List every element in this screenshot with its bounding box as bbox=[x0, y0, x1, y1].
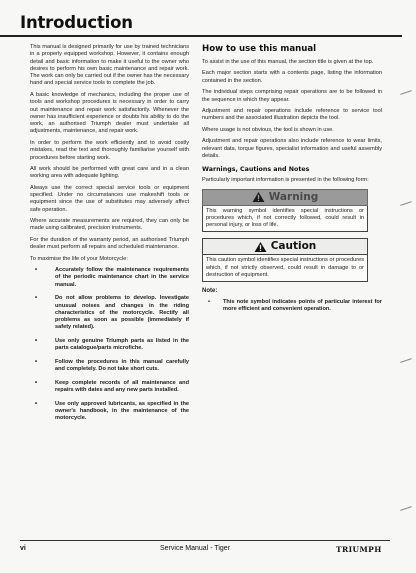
scan-edge-mark bbox=[400, 201, 412, 206]
maintenance-bullet-list bbox=[30, 267, 189, 422]
list-item-text: Accurately follow the maintenance requirements of the periodic maintenance chart in the service manual. bbox=[55, 267, 189, 288]
scan-edge-mark bbox=[400, 506, 412, 511]
intro-paragraph: A basic knowledge of mechanics, including the proper use of tools and workshop procedures is necessary in order to carry out maintenance and repair work satisfactorily. Whenever the owner has insufficient experience or doubts his ability to do the work, an authorised Triumph dealer must undertake all adjustments, maintenance, and repair work. bbox=[30, 91, 189, 135]
list-item bbox=[30, 380, 189, 394]
note-text: This note symbol indicates points of particular interest for more efficient and convenient operation. bbox=[223, 299, 382, 313]
bullet-icon: • bbox=[35, 295, 38, 302]
list-item bbox=[202, 299, 382, 313]
caution-banner bbox=[202, 238, 368, 255]
caution-triangle-icon bbox=[254, 241, 267, 253]
usage-paragraph: The individual steps comprising repair operations are to be followed in the sequence in which they appear. bbox=[202, 89, 382, 103]
intro-paragraph: Where accurate measurements are required, they can only be made using calibrated, precision instruments. bbox=[30, 218, 189, 232]
warning-label: Warning bbox=[268, 190, 319, 203]
caution-text: This caution symbol identifies special instructions or procedures which, if not strictly observed, could result in damage to or destruction of equipment. bbox=[202, 255, 368, 282]
intro-paragraph: In order to perform the work efficiently and to avoid costly mistakes, read the text and thoroughly familiarise yourself with procedures before starting work. bbox=[30, 139, 189, 161]
warning-box bbox=[202, 189, 368, 233]
usage-paragraph: To assist in the use of this manual, the section title is given at the top. bbox=[202, 59, 374, 65]
note-list bbox=[202, 299, 382, 313]
caution-box bbox=[202, 238, 368, 282]
scan-edge-mark bbox=[400, 90, 412, 95]
usage-paragraph: Each major section starts with a contents page, listing the information contained in the section. bbox=[202, 70, 382, 84]
intro-paragraph: To maximise the life of your Motorcycle: bbox=[30, 255, 128, 262]
usage-paragraph: Where usage is not obvious, the tool is shown in use. bbox=[202, 126, 334, 133]
bullet-icon: • bbox=[35, 400, 38, 407]
intro-paragraph: This manual is designed primarily for use by trained technicians in a properly equipped workshop. However, it contains enough detail and basic information to make it useful to the owner who desires to perform his own basic maintenance and repair work. The work can only be carried out if the owner has the necessary hand and special service tools to complete the job. bbox=[30, 44, 189, 87]
bullet-icon: • bbox=[35, 337, 38, 344]
note-heading: Note: bbox=[202, 287, 218, 294]
title-rule bbox=[0, 35, 402, 37]
usage-paragraph: Adjustment and repair operations include reference to service tool numbers and the associated illustration depicts the tool. bbox=[202, 108, 382, 122]
subsection-heading: Warnings, Cautions and Notes bbox=[202, 166, 310, 174]
footer-rule bbox=[20, 540, 390, 541]
list-item-text: Use only approved lubricants, as specified in the owner's handbook, in the maintenance of the motorcycle. bbox=[55, 400, 189, 421]
footer-title: Service Manual - Tiger bbox=[160, 545, 231, 552]
list-item bbox=[30, 401, 189, 423]
left-column bbox=[30, 44, 189, 429]
intro-paragraph: Always use the correct special service tools or equipment specified. Under no circumstances use makeshift tools or equipment since the use of substitutes may adversely affect safe operation. bbox=[30, 184, 189, 213]
list-item-text: Keep complete records of all maintenance and repairs with dates and any new parts installed. bbox=[55, 379, 189, 393]
list-item bbox=[30, 338, 189, 352]
list-item-text: Follow the procedures in this manual carefully and completely. Do not take short cuts. bbox=[55, 358, 189, 372]
subsection-intro: Particularly important information is presented in the following form: bbox=[202, 177, 369, 184]
brand-logo: TRIUMPH bbox=[336, 545, 382, 554]
section-heading: How to use this manual bbox=[202, 44, 317, 54]
list-item-text: Use only genuine Triumph parts as listed in the parts catalogue/parts microfiche. bbox=[55, 337, 189, 352]
intro-paragraph: For the duration of the warranty period, an authorised Triumph dealer must perform all repairs and scheduled maintenance. bbox=[30, 236, 189, 251]
list-item bbox=[30, 267, 189, 289]
bullet-icon: • bbox=[208, 299, 210, 306]
right-column bbox=[202, 44, 382, 314]
list-item bbox=[30, 295, 189, 331]
page-title: Introduction bbox=[20, 13, 133, 32]
usage-paragraph: Adjustment and repair operations also include reference to wear limits, relevant data, torque figures, specialist information and useful assembly details. bbox=[202, 138, 382, 159]
list-item-text: Do not allow problems to develop. Investigate unusual noises and changes in the riding characteristics of the motorcycle. Rectify all problems as soon as possible (immediately if safety related). bbox=[55, 295, 189, 331]
page-number: vi bbox=[20, 545, 26, 552]
warning-text: This warning symbol identifies special instructions or procedures which, if not correctly followed, could result in personal injury, or loss of life. bbox=[202, 206, 368, 233]
caution-label: Caution bbox=[270, 240, 317, 253]
intro-paragraph: All work should be performed with great care and in a clean working area with adequate lighting. bbox=[30, 166, 189, 180]
scan-edge-mark bbox=[400, 358, 412, 363]
warning-triangle-icon bbox=[252, 191, 265, 203]
warning-banner bbox=[202, 189, 368, 206]
bullet-icon: • bbox=[35, 267, 38, 274]
bullet-icon: • bbox=[35, 358, 38, 365]
bullet-icon: • bbox=[35, 379, 38, 386]
list-item bbox=[30, 359, 189, 373]
